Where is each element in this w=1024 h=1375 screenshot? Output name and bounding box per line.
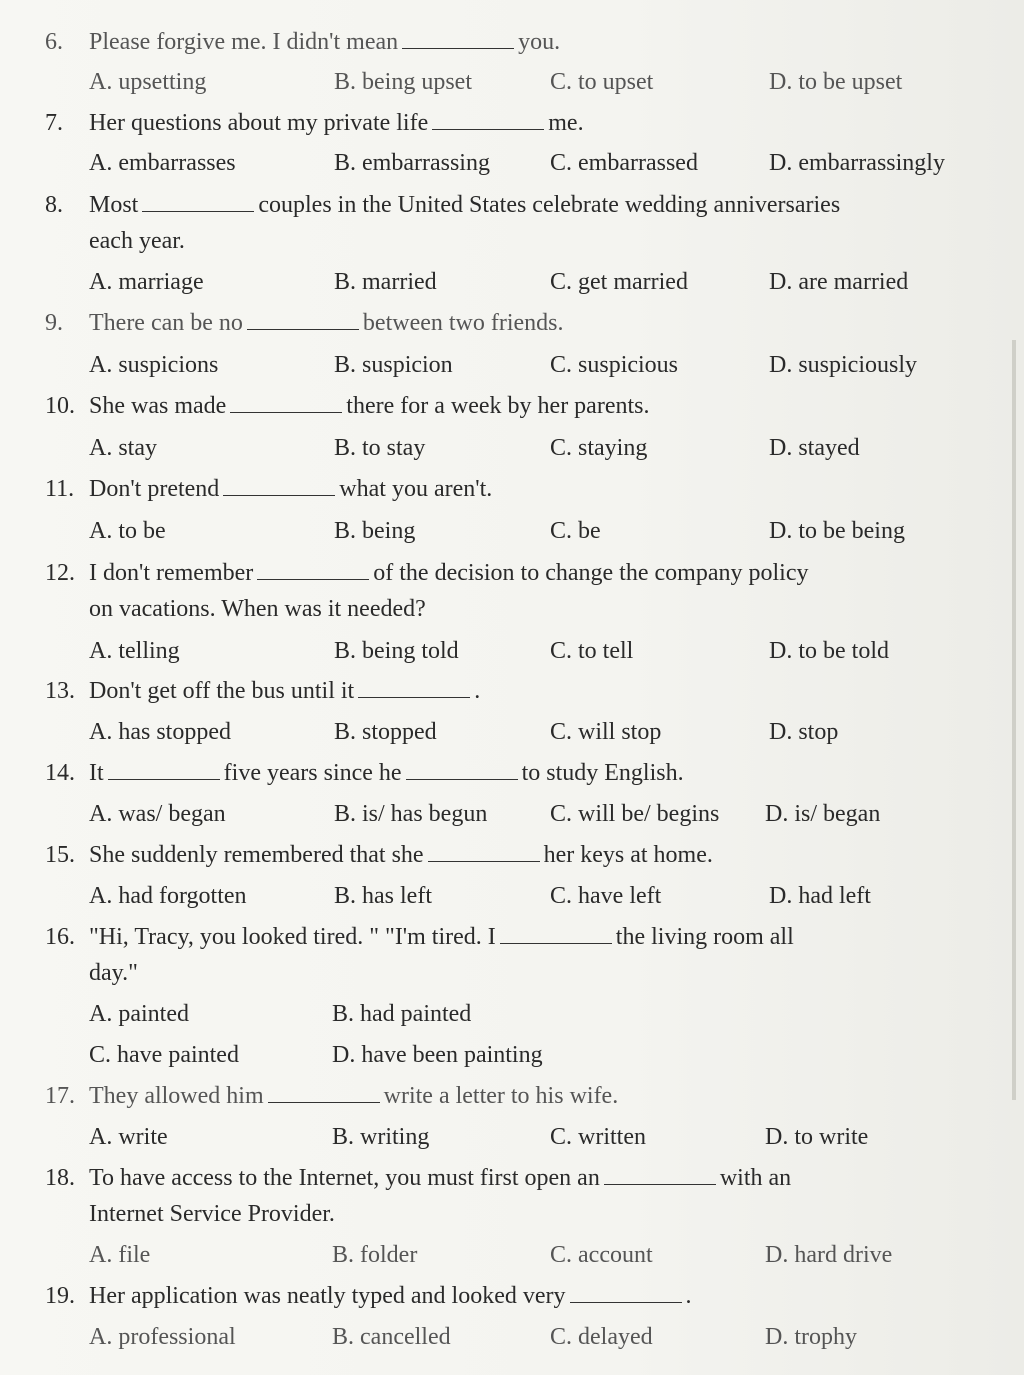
- option-b[interactable]: B. to stay: [334, 435, 426, 461]
- answer-blank: [604, 1162, 716, 1185]
- option-b[interactable]: B. is/ has begun: [334, 801, 488, 827]
- question-12-continued: on vacations. When was it needed?: [89, 596, 426, 622]
- option-d[interactable]: D. trophy: [765, 1324, 857, 1350]
- option-b[interactable]: B. embarrassing: [334, 150, 490, 176]
- option-a[interactable]: A. stay: [89, 435, 157, 461]
- question-8-continued: each year.: [89, 228, 185, 254]
- option-c[interactable]: C. have left: [550, 883, 662, 909]
- question-6: 6. Please forgive me. I didn't mean you.: [45, 22, 984, 62]
- option-b[interactable]: B. married: [334, 269, 437, 295]
- option-a[interactable]: A. professional: [89, 1324, 236, 1350]
- question-15: 15. She suddenly remembered that she her keys at home.: [45, 835, 984, 875]
- option-c[interactable]: C. will stop: [550, 719, 662, 745]
- option-d[interactable]: D. hard drive: [765, 1242, 893, 1268]
- option-b[interactable]: B. folder: [332, 1242, 418, 1268]
- option-c[interactable]: C. embarrassed: [550, 150, 698, 176]
- question-7: 7. Her questions about my private life me.: [45, 103, 984, 143]
- option-b[interactable]: B. had painted: [332, 1001, 472, 1027]
- option-a[interactable]: A. write: [89, 1124, 168, 1150]
- answer-blank: [247, 307, 359, 330]
- option-c[interactable]: C. to upset: [550, 69, 654, 95]
- option-a[interactable]: A. telling: [89, 638, 180, 664]
- option-d[interactable]: D. to be being: [769, 518, 905, 544]
- option-d[interactable]: D. have been painting: [332, 1042, 543, 1068]
- option-c[interactable]: C. to tell: [550, 638, 634, 664]
- answer-blank: [570, 1280, 682, 1303]
- answer-blank: [268, 1080, 380, 1103]
- question-19: 19. Her application was neatly typed and looked very .: [45, 1276, 984, 1316]
- answer-blank: [257, 557, 369, 580]
- answer-blank: [358, 675, 470, 698]
- option-a[interactable]: A. has stopped: [89, 719, 231, 745]
- option-c[interactable]: C. written: [550, 1124, 646, 1150]
- option-b[interactable]: B. suspicion: [334, 352, 453, 378]
- question-16: 16. "Hi, Tracy, you looked tired. " "I'm tired. I the living room all: [45, 917, 984, 957]
- option-d[interactable]: D. had left: [769, 883, 871, 909]
- answer-blank: [428, 839, 540, 862]
- option-c[interactable]: C. delayed: [550, 1324, 653, 1350]
- option-a[interactable]: A. painted: [89, 1001, 189, 1027]
- option-c[interactable]: C. suspicious: [550, 352, 679, 378]
- option-c[interactable]: C. will be/ begins: [550, 801, 720, 827]
- question-14: 14. It five years since he to study English.: [45, 753, 984, 793]
- page-edge-shadow: [1012, 340, 1016, 1100]
- question-12: 12. I don't remember of the decision to change the company policy: [45, 553, 984, 593]
- question-9: 9. There can be no between two friends.: [45, 303, 984, 343]
- option-c[interactable]: C. staying: [550, 435, 648, 461]
- option-d[interactable]: D. to be upset: [769, 69, 903, 95]
- option-b[interactable]: B. being: [334, 518, 416, 544]
- option-c[interactable]: C. get married: [550, 269, 688, 295]
- question-18: 18. To have access to the Internet, you must first open an with an: [45, 1158, 984, 1198]
- option-d[interactable]: D. stayed: [769, 435, 860, 461]
- option-d[interactable]: D. suspiciously: [769, 352, 918, 378]
- option-a[interactable]: A. was/ began: [89, 801, 226, 827]
- question-10: 10. She was made there for a week by her parents.: [45, 386, 984, 426]
- option-b[interactable]: B. being upset: [334, 69, 472, 95]
- answer-blank: [432, 107, 544, 130]
- answer-blank: [402, 26, 514, 49]
- option-a[interactable]: A. embarrasses: [89, 150, 236, 176]
- option-a[interactable]: A. suspicions: [89, 352, 219, 378]
- option-c[interactable]: C. have painted: [89, 1042, 239, 1068]
- option-d[interactable]: D. stop: [769, 719, 839, 745]
- answer-blank: [142, 189, 254, 212]
- answer-blank: [108, 757, 220, 780]
- option-c[interactable]: C. account: [550, 1242, 653, 1268]
- answer-blank: [230, 390, 342, 413]
- option-b[interactable]: B. being told: [334, 638, 459, 664]
- option-a[interactable]: A. had forgotten: [89, 883, 247, 909]
- answer-blank: [500, 921, 612, 944]
- question-16-continued: day.": [89, 960, 138, 986]
- answer-blank: [406, 757, 518, 780]
- option-a[interactable]: A. upsetting: [89, 69, 207, 95]
- option-a[interactable]: A. file: [89, 1242, 151, 1268]
- option-b[interactable]: B. has left: [334, 883, 432, 909]
- question-13: 13. Don't get off the bus until it .: [45, 671, 984, 711]
- option-b[interactable]: B. writing: [332, 1124, 430, 1150]
- option-d[interactable]: D. embarrassingly: [769, 150, 945, 176]
- question-11: 11. Don't pretend what you aren't.: [45, 469, 984, 509]
- question-17: 17. They allowed him write a letter to his wife.: [45, 1076, 984, 1116]
- option-d[interactable]: D. to write: [765, 1124, 869, 1150]
- question-8: 8. Most couples in the United States celebrate wedding anniversaries: [45, 185, 984, 225]
- answer-blank: [223, 473, 335, 496]
- option-d[interactable]: D. to be told: [769, 638, 889, 664]
- question-18-continued: Internet Service Provider.: [89, 1201, 335, 1227]
- option-d[interactable]: D. is/ began: [765, 801, 881, 827]
- option-c[interactable]: C. be: [550, 518, 601, 544]
- option-b[interactable]: B. cancelled: [332, 1324, 451, 1350]
- option-a[interactable]: A. to be: [89, 518, 166, 544]
- option-d[interactable]: D. are married: [769, 269, 909, 295]
- option-a[interactable]: A. marriage: [89, 269, 204, 295]
- option-b[interactable]: B. stopped: [334, 719, 437, 745]
